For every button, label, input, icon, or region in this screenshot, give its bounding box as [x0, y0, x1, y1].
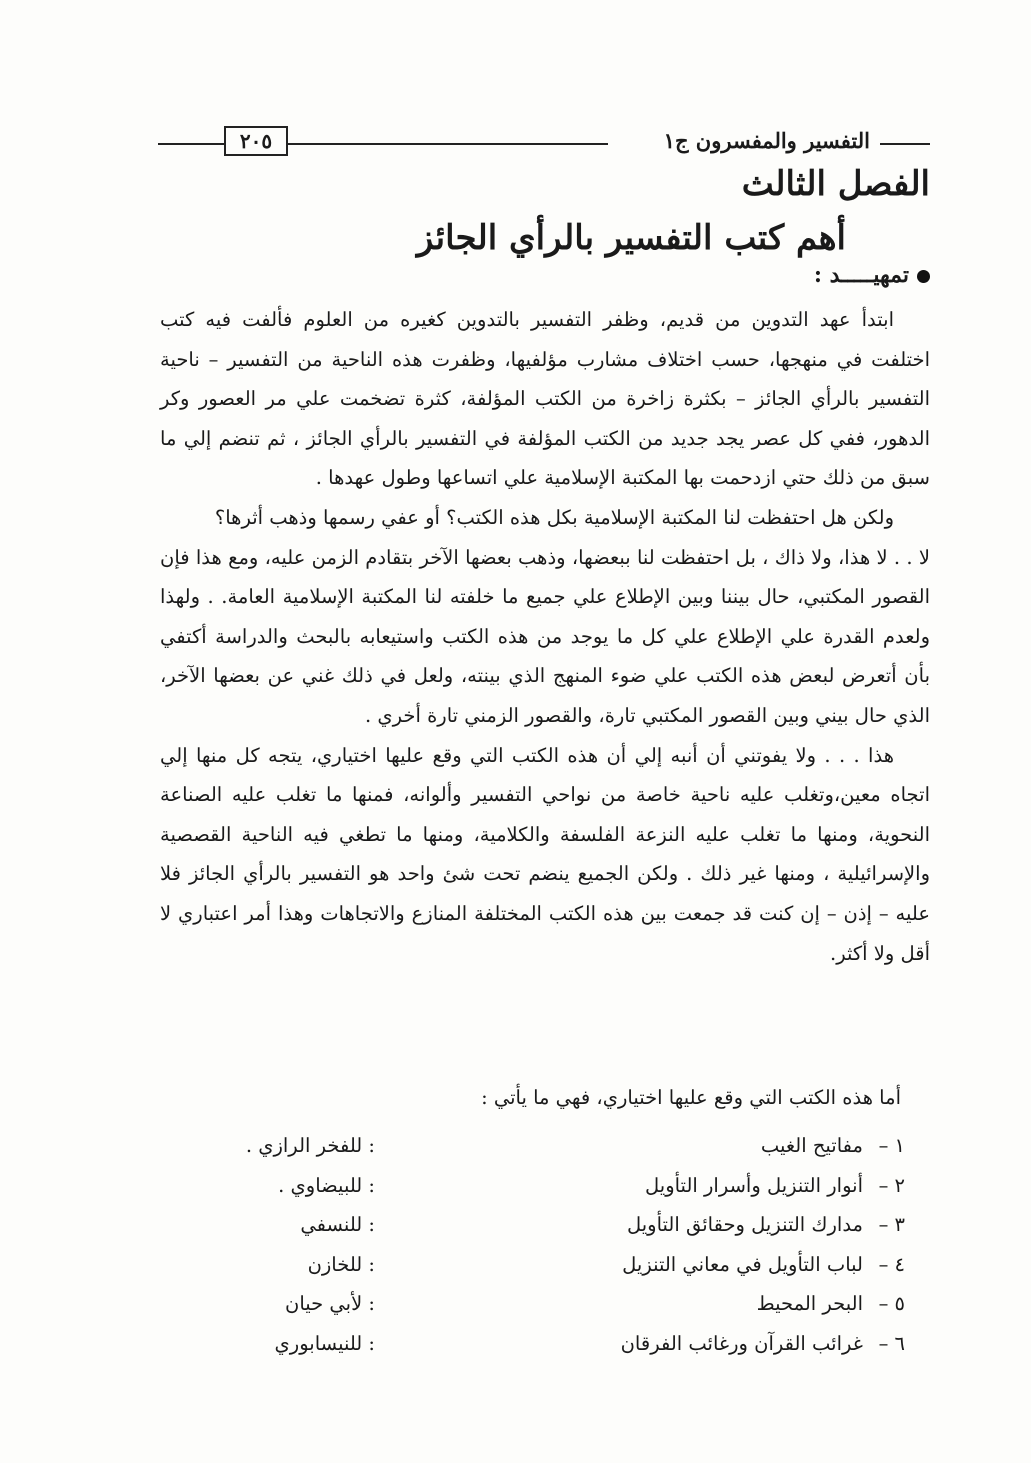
book-author: : للبيضاوي .	[278, 1173, 375, 1197]
list-item	[160, 1245, 905, 1285]
page-number: ٢٠٥	[224, 126, 288, 156]
chapter-heading: الفصل الثالث	[741, 164, 930, 204]
item-number: ٢ –	[878, 1173, 905, 1197]
intro-heading-text: تمهيـــــد :	[813, 262, 909, 288]
paragraph: ولكن هل احتفظت لنا المكتبة الإسلامية بكل هذه الكتب؟ أو عفي رسمها وذهب أثرها؟	[214, 505, 894, 529]
book-author: : للخازن	[307, 1252, 375, 1276]
book-title: مفاتيح الغيب	[760, 1134, 863, 1157]
book-title: مدارك التنزيل وحقائق التأويل	[626, 1213, 863, 1237]
book-author: : لأبي حيان	[285, 1292, 375, 1316]
list-intro: أما هذه الكتب التي وقع عليها اختياري، فهي ما يأتي :	[481, 1086, 901, 1109]
header-rule-middle	[288, 143, 608, 145]
paragraph: ابتدأ عهد التدوين من قديم، وظفر التفسير بالتدوين كغيره من العلوم فألفت فيه كتب اختلفت في منهجها، حسب اختلاف مشارب مؤلفيها، وظفرت هذه الناحية من التفسير – ناحية التفسير بالرأي الجائز – بكثرة زاخرة من الكتب المؤلفة، كثرة تضخمت علي مر العصور وكر الدهور، ففي كل عصر يجد جديد من الكتب المؤلفة في التفسير بالرأي الجائز ، ثم تنضم إلي ما سبق من ذلك حتي ازدحمت بها المكتبة الإسلامية علي اتساعها وطول عهدها .	[160, 308, 930, 490]
book-author: : للفخر الرازي .	[245, 1134, 375, 1157]
paragraph: لا . . لا هذا، ولا ذاك ، بل احتفظت لنا ببعضها، وذهب بعضها الآخر بتقادم الزمن عليه، ومع هذا فإن القصور المكتبي، حال بيننا وبين الإطلاع علي جميع ما خلفته لنا المكتبة الإسلامية العامة. . ولهذا ولعدم القدرة علي الإطلاع علي كل ما يوجد من هذه الكتب واستيعابه بالبحث والدراسة أكتفي بأن أتعرض لبعض هذه الكتب علي ضوء المنهج الذي بينته، ولعل في ذلك غني عن بعضها الآخر، الذي حال بيني وبين القصور المكتبي تارة، والقصور الزمني تارة أخري .	[160, 545, 930, 727]
book-title: لباب التأويل في معاني التنزيل	[622, 1252, 863, 1276]
body-text	[160, 300, 930, 973]
book-title: البحر المحيط	[756, 1292, 863, 1316]
item-number: ٣ –	[878, 1213, 905, 1237]
chapter-title: أهم كتب التفسير بالرأي الجائز	[416, 218, 846, 258]
bullet-icon	[917, 270, 930, 283]
item-number: ٥ –	[878, 1292, 905, 1316]
item-number: ٦ –	[878, 1331, 905, 1355]
header-rule-right	[880, 143, 930, 145]
list-item	[160, 1284, 905, 1324]
book-author: : للنيسابوري	[274, 1331, 375, 1355]
running-title: التفسير والمفسرون ج١	[663, 128, 870, 153]
list-item	[160, 1324, 905, 1364]
item-number: ٤ –	[878, 1252, 905, 1276]
list-item	[160, 1126, 905, 1166]
book-title: غرائب القرآن ورغائب الفرقان	[620, 1331, 863, 1355]
list-item	[160, 1205, 905, 1245]
paragraph: هذا . . . ولا يفوتني أن أنبه إلي أن هذه الكتب التي وقع عليها اختياري، يتجه كل منها إلي اتجاه معين،وتغلب عليه ناحية خاصة من نواحي التفسير وألوانه، فمنها ما تغلب عليه الصناعة النحوية، ومنها ما تغلب عليه النزعة الفلسفة والكلامية، ومنها ما تطغي فيه الناحية القصصية والإسرائيلية ، ومنها غير ذلك . ولكن الجميع ينضم تحت شئ واحد هو التفسير بالرأي الجائز فلا عليه – إذن – إن كنت قد جمعت بين هذه الكتب المختلفة المنازع والاتجاهات وهذا أمر اعتباري لا أقل ولا أكثر.	[160, 743, 930, 965]
list-item	[160, 1166, 905, 1206]
book-title: أنوار التنزيل وأسرار التأويل	[645, 1173, 863, 1197]
book-list	[160, 1126, 905, 1364]
intro-heading	[814, 262, 930, 288]
running-header	[155, 126, 930, 160]
book-author: : للنسفي	[300, 1213, 375, 1237]
item-number: ١ –	[878, 1134, 905, 1157]
header-rule-left	[158, 143, 224, 145]
